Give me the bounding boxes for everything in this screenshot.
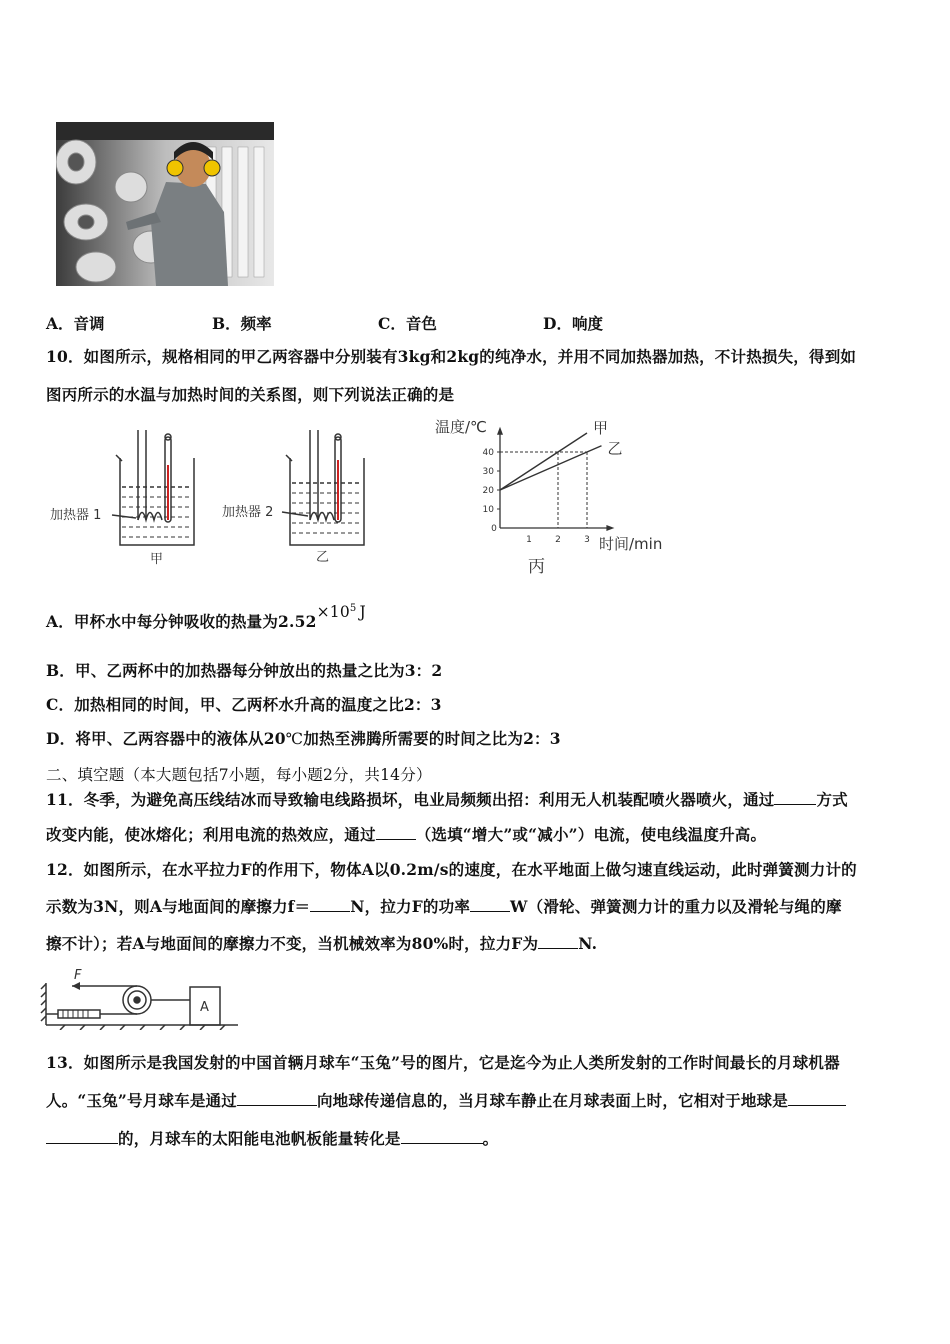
beaker1-caption: 甲 bbox=[150, 552, 164, 567]
heater1-label: 加热器 1 bbox=[50, 508, 102, 523]
q12-text-1: 示数为3N，则A与地面间的摩擦力f＝ bbox=[46, 897, 311, 916]
q13-line1: 13．如图所示是我国发射的中国首辆月球车“玉兔”号的图片，它是迄今为止人类所发射的工作时间最长的月球机器 bbox=[46, 1053, 840, 1072]
q10-option-a-text: A．甲杯水中每分钟吸收的热量为2.52 bbox=[46, 612, 317, 631]
q11-blank-2[interactable] bbox=[376, 824, 416, 841]
chart-y-tick-label: 20 bbox=[482, 486, 494, 496]
chart-xlabel: 时间/min bbox=[599, 535, 663, 553]
chart-series-label: 甲 bbox=[593, 419, 609, 437]
chart-y-tick-label: 40 bbox=[482, 448, 494, 458]
q11-text-1: 11．冬季，为避免高压线结冰而导致输电线路损坏，电业局频频出招：利用无人机装配喷火器喷火，通过 bbox=[46, 790, 775, 809]
q12-line3 bbox=[46, 932, 597, 954]
pulley-force-label: F bbox=[74, 968, 82, 983]
q11-blank-1[interactable] bbox=[774, 789, 816, 806]
chart-y-tick-label: 10 bbox=[482, 505, 494, 515]
q11-text-3: 改变内能，使冰熔化；利用电流的热效应，通过 bbox=[46, 825, 376, 844]
option-b: B．频率 bbox=[212, 314, 272, 333]
chart-series-line bbox=[500, 433, 587, 490]
beaker-diagrams bbox=[46, 425, 386, 575]
q10-option-d-pre: D．将甲、乙两容器中的液体从20 bbox=[46, 729, 286, 748]
q13-text-4: 。 bbox=[482, 1129, 499, 1148]
chart-x-tick-label: 3 bbox=[584, 535, 590, 545]
q13-blank-1[interactable] bbox=[237, 1090, 317, 1107]
q11-line1 bbox=[46, 788, 848, 810]
q10-option-a-times: ×10 bbox=[316, 603, 350, 621]
q10-line2: 图丙所示的水温与加热时间的关系图，则下列说法正确的是 bbox=[46, 385, 455, 404]
temperature-time-chart bbox=[425, 410, 685, 580]
q13-text-1: 人。“玉兔”号月球车是通过 bbox=[46, 1091, 237, 1110]
q13-line2 bbox=[46, 1089, 846, 1111]
q13-blank-3[interactable] bbox=[401, 1128, 483, 1145]
chart-x-arrow bbox=[606, 525, 614, 531]
chart-x-tick-label: 2 bbox=[555, 535, 561, 545]
q12-text-3: W（滑轮、弹簧测力计的重力以及滑轮与绳的摩 bbox=[510, 897, 842, 916]
q12-text-4: 擦不计）；若A与地面间的摩擦力不变，当机械效率为80%时，拉力F为 bbox=[46, 934, 539, 953]
chart-y-tick-label: 30 bbox=[482, 467, 494, 477]
beaker-1 bbox=[112, 430, 194, 545]
chart-ylabel: 温度/℃ bbox=[435, 418, 487, 436]
q13-line3 bbox=[46, 1127, 498, 1149]
q10-option-a-exponent: 5 bbox=[349, 602, 357, 614]
option-a: A．音调 bbox=[46, 314, 105, 333]
q11-line2 bbox=[46, 823, 766, 845]
pulley-block-label: A bbox=[200, 1000, 209, 1015]
q10-option-a bbox=[46, 602, 366, 632]
chart-x-tick-label: 1 bbox=[526, 535, 532, 545]
q10-option-c: C．加热相同的时间，甲、乙两杯水升高的温度之比2：3 bbox=[46, 695, 442, 714]
q10-line1: 10．如图所示，规格相同的甲乙两容器中分别装有3kg和2kg的纯净水，并用不同加热器加热，不计热损失，得到如 bbox=[46, 347, 857, 366]
q11-text-2: 方式 bbox=[816, 790, 848, 809]
q10-option-b: B．甲、乙两杯中的加热器每分钟放出的热量之比为3：2 bbox=[46, 661, 443, 680]
q10-option-d-degree: ℃ bbox=[285, 730, 304, 748]
q10-option-d bbox=[46, 727, 561, 749]
beaker2-caption: 乙 bbox=[316, 550, 330, 565]
q10-option-a-unit: J bbox=[359, 603, 366, 621]
chart-x-tick-label: 0 bbox=[491, 524, 497, 534]
option-d: D．响度 bbox=[543, 314, 603, 333]
q12-text-5: N. bbox=[578, 934, 598, 953]
section-2-heading: 二、填空题（本大题包括7小题，每小题2分，共14分） bbox=[46, 766, 432, 784]
q12-line1: 12．如图所示，在水平拉力F的作用下，物体A以0.2m/s的速度，在水平地面上做匀速直线运动，此时弹簧测力计的 bbox=[46, 860, 857, 879]
q12-blank-force[interactable] bbox=[538, 933, 578, 950]
q10-option-d-post: 加热至沸腾所需要的时间之比为2：3 bbox=[303, 729, 561, 748]
q12-blank-power[interactable] bbox=[470, 896, 510, 913]
q13-text-3: 的，月球车的太阳能电池帆板能量转化是 bbox=[118, 1129, 401, 1148]
chart-series-label: 乙 bbox=[607, 439, 623, 458]
beaker-2 bbox=[282, 430, 364, 545]
chart-y-arrow bbox=[497, 427, 503, 435]
q12-blank-friction[interactable] bbox=[310, 896, 350, 913]
q13-blank-2a[interactable] bbox=[788, 1090, 846, 1107]
q12-text-2: N，拉力F的功率 bbox=[350, 897, 471, 916]
q13-blank-2b[interactable] bbox=[46, 1128, 118, 1145]
q13-text-2: 向地球传递信息的，当月球车静止在月球表面上时，它相对于地球是 bbox=[316, 1091, 788, 1110]
heater2-label: 加热器 2 bbox=[222, 505, 274, 520]
option-c: C．音色 bbox=[378, 314, 437, 333]
pulley-diagram bbox=[40, 965, 250, 1030]
factory-worker-photo bbox=[56, 122, 274, 286]
chart-title: 丙 bbox=[528, 557, 545, 577]
q11-text-4: （选填“增大”或“减小”）电流，使电线温度升高。 bbox=[415, 825, 767, 844]
q12-line2 bbox=[46, 895, 842, 917]
